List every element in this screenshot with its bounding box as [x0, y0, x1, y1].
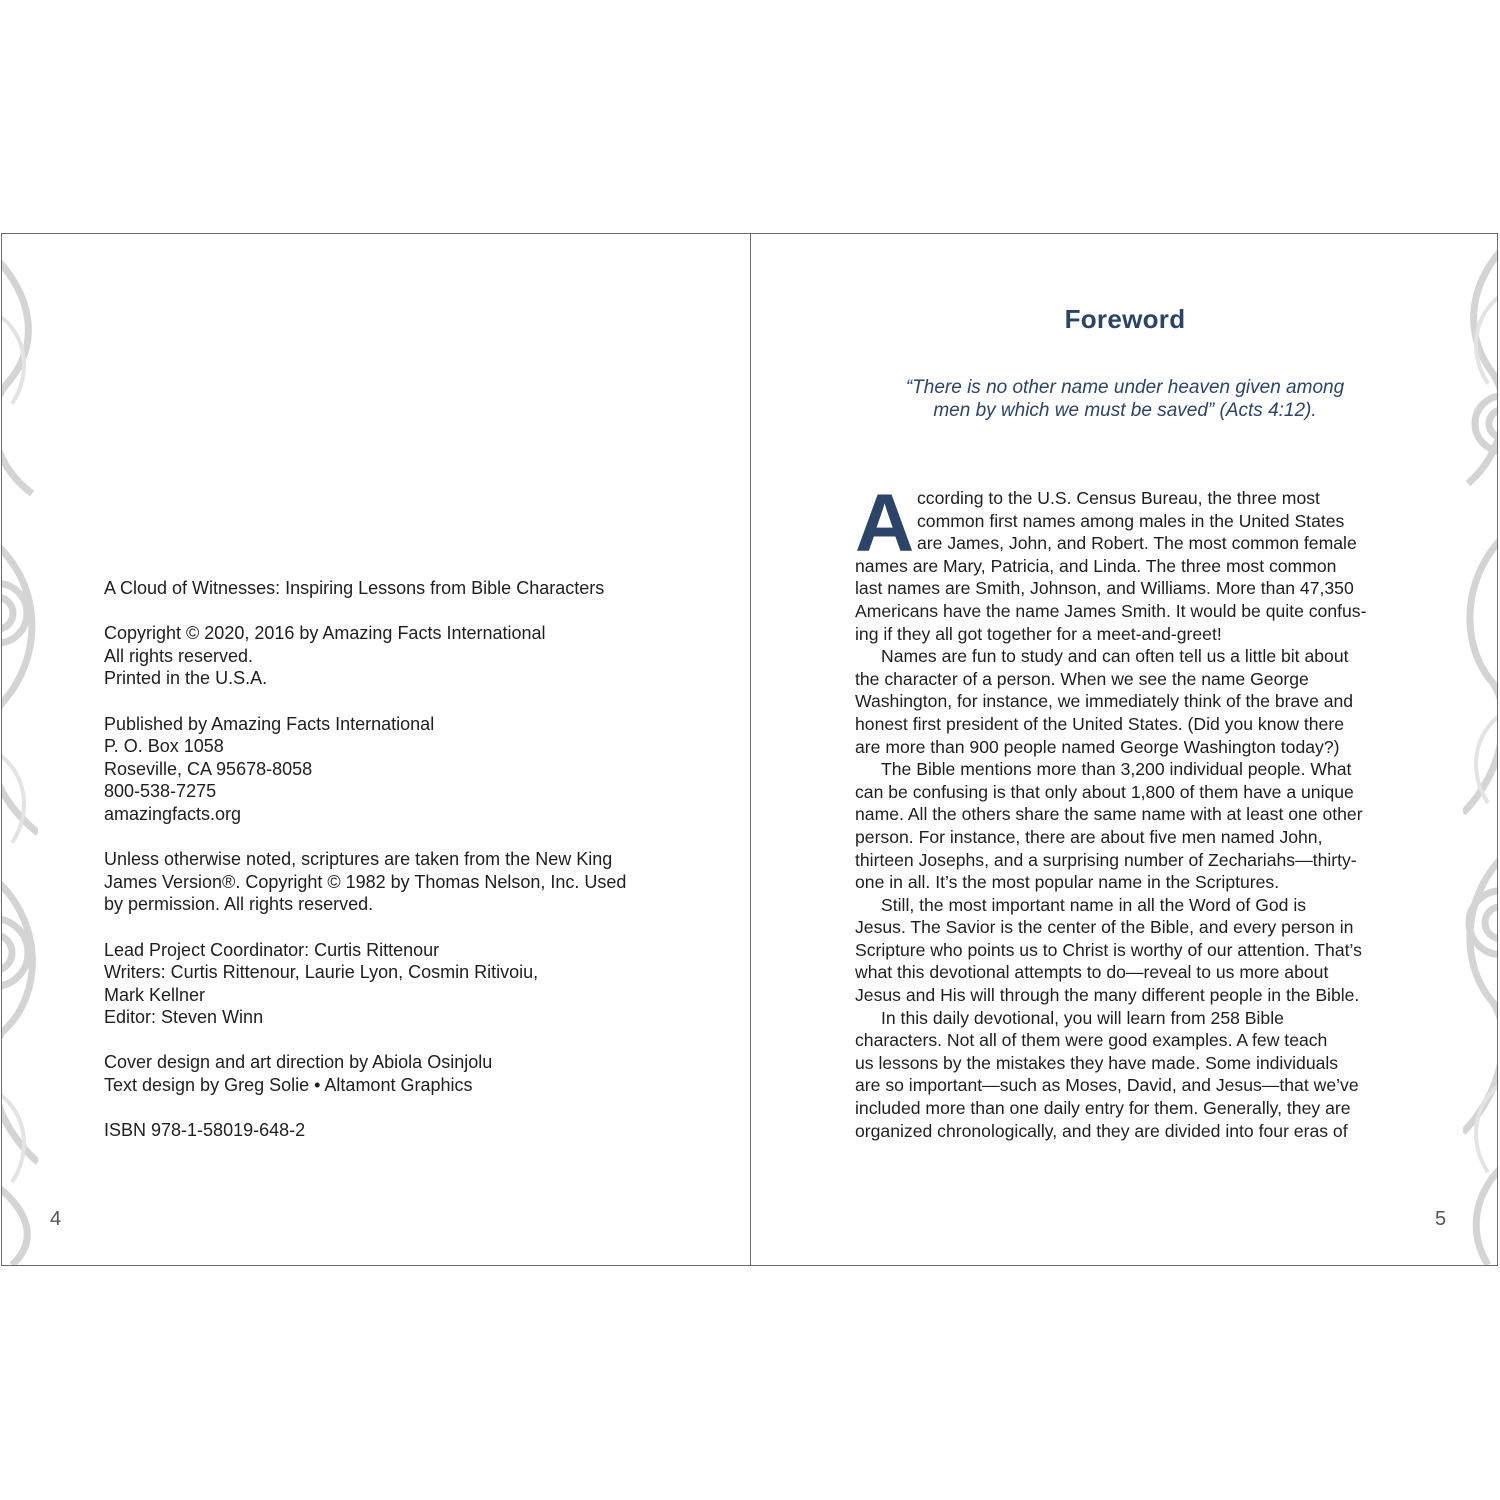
- body-line: us lessons by the mistakes they have made. Some individuals: [855, 1052, 1339, 1073]
- body-line: Washington, for instance, we immediately think of the brave and: [855, 691, 1354, 712]
- body-line: are more than 900 people named George Washington today?): [855, 736, 1340, 757]
- copyright-block: [104, 577, 704, 1164]
- copyright-line: Printed in the U.S.A.: [104, 668, 268, 689]
- body-line: last names are Smith, Johnson, and Williams. More than 47,350: [855, 578, 1354, 599]
- body-line: are James, John, and Robert. The most common female: [917, 533, 1357, 554]
- body-line: characters. Not all of them were good examples. A few teach: [855, 1030, 1328, 1051]
- body-line: Still, the most important name in all the Word of God is: [881, 894, 1307, 915]
- left-swirl-decoration: [2, 234, 38, 1265]
- body-line: Jesus. The Savior is the center of the Bible, and every person in: [855, 917, 1354, 938]
- epigraph-line: “There is no other name under heaven given among: [905, 377, 1345, 398]
- body-line: what this devotional attempts to do—reveal to us more about: [855, 962, 1329, 983]
- epigraph-line: men by which we must be saved” (Acts 4:12).: [933, 400, 1317, 421]
- body-line: In this daily devotional, you will learn from 258 Bible: [881, 1007, 1284, 1028]
- body-line: included more than one daily entry for them. Generally, they are: [855, 1098, 1351, 1119]
- design-line: Cover design and art direction by Abiola Osinjolu: [104, 1052, 493, 1073]
- page-number-left: 4: [50, 1208, 62, 1230]
- page-number-right: 5: [1435, 1208, 1447, 1230]
- design-line: Text design by Greg Solie • Altamont Graphics: [104, 1075, 473, 1096]
- body-line: Americans have the name James Smith. It would be quite confus-: [855, 600, 1367, 621]
- body-line: honest first president of the United States. (Did you know there: [855, 713, 1344, 734]
- foreword-title: Foreword: [1064, 304, 1186, 334]
- body-line: person. For instance, there are about five men named John,: [855, 826, 1323, 847]
- credits: [104, 939, 704, 1029]
- body-line: organized chronologically, and they are divided into four eras of: [855, 1120, 1348, 1141]
- copyright-notice: [104, 622, 704, 690]
- body-line: Jesus and His will through the many different people in the Bible.: [855, 985, 1360, 1006]
- scripture-notice: [104, 848, 704, 916]
- epigraph-quote: [855, 376, 1395, 422]
- credits-line: Mark Kellner: [104, 984, 206, 1005]
- book-title-line: [104, 577, 704, 600]
- body-line: The Bible mentions more than 3,200 individual people. What: [881, 759, 1352, 780]
- body-line: one in all. It’s the most popular name in the Scriptures.: [855, 872, 1280, 893]
- drop-cap: A: [855, 478, 915, 569]
- credits-line: Editor: Steven Winn: [104, 1007, 264, 1028]
- isbn-text: ISBN 978-1-58019-648-2: [104, 1120, 306, 1141]
- body-line: common first names among males in the United States: [917, 510, 1345, 531]
- page-gutter: [750, 234, 751, 1265]
- foreword-body: [855, 478, 1400, 1142]
- right-swirl-decoration: [1463, 234, 1497, 1265]
- publisher-info: [104, 713, 704, 826]
- book-title-text: A Cloud of Witnesses: Inspiring Lessons from Bible Characters: [104, 578, 605, 598]
- body-line: ing if they all got together for a meet-and-greet!: [855, 623, 1222, 644]
- body-line: thirteen Josephs, and a surprising number of Zechariahs—thirty-: [855, 849, 1357, 870]
- credits-line: Lead Project Coordinator: Curtis Rittenour: [104, 939, 440, 960]
- copyright-line: All rights reserved.: [104, 645, 254, 666]
- body-line: can be confusing is that only about 1,800 of them have a unique: [855, 781, 1354, 802]
- copyright-line: Copyright © 2020, 2016 by Amazing Facts International: [104, 623, 546, 644]
- body-line: ccording to the U.S. Census Bureau, the three most: [917, 488, 1320, 508]
- body-line: the character of a person. When we see the name George: [855, 668, 1309, 689]
- swirl-pattern-right: [1463, 234, 1497, 1265]
- scripture-line: James Version®. Copyright © 1982 by Thomas Nelson, Inc. Used: [104, 871, 627, 892]
- swirl-pattern-left: [2, 234, 38, 1265]
- scripture-line: by permission. All rights reserved.: [104, 894, 374, 915]
- isbn: [104, 1119, 704, 1142]
- publisher-line: 800-538-7275: [104, 781, 217, 802]
- scripture-line: Unless otherwise noted, scriptures are taken from the New King: [104, 849, 613, 870]
- publisher-line: Roseville, CA 95678-8058: [104, 758, 313, 779]
- publisher-line: P. O. Box 1058: [104, 736, 224, 757]
- body-line: are so important—such as Moses, David, and Jesus—that we’ve: [855, 1075, 1359, 1096]
- body-line: Names are fun to study and can often tell us a little bit about: [881, 646, 1349, 667]
- body-line: names are Mary, Patricia, and Linda. The three most common: [855, 555, 1337, 576]
- credits-line: Writers: Curtis Rittenour, Laurie Lyon, Cosmin Ritivoiu,: [104, 962, 539, 983]
- body-line: Scripture who points us to Christ is worthy of our attention. That’s: [855, 939, 1362, 960]
- publisher-website: amazingfacts.org: [104, 803, 242, 824]
- publisher-line: Published by Amazing Facts International: [104, 713, 435, 734]
- design-credits: [104, 1051, 704, 1096]
- body-line: name. All the others share the same name with at least one other: [855, 804, 1363, 825]
